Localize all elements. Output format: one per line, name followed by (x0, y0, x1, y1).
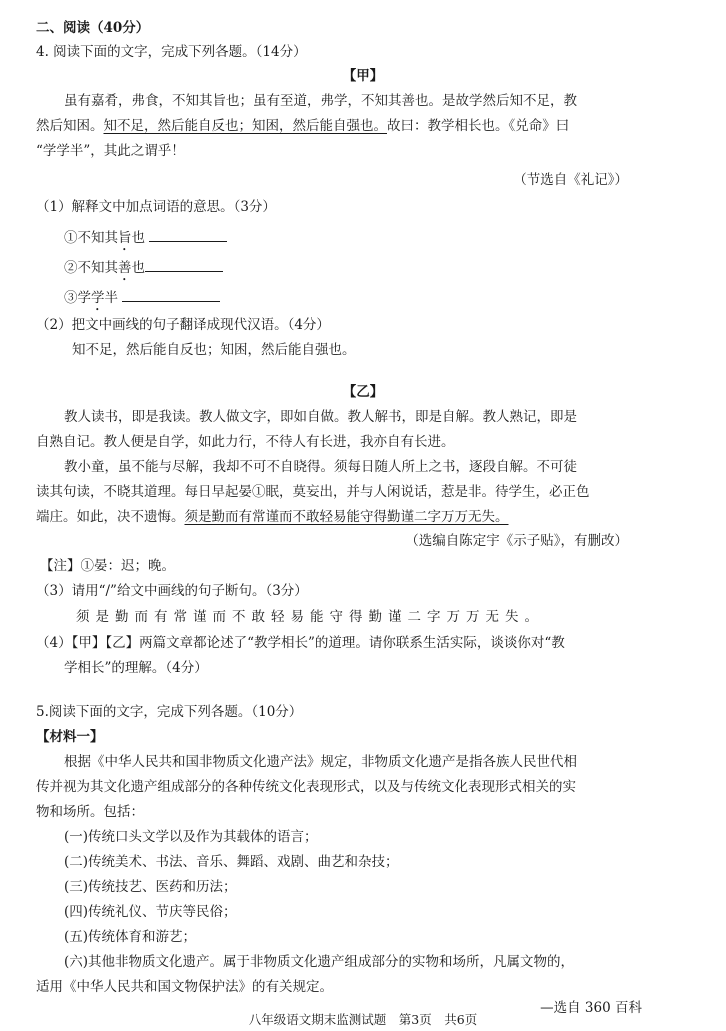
annotation-note: 【注】①晏：迟；晚。 (40, 558, 175, 574)
passage-jia-line-2: 然后知困。知不足，然后能自反也；知困，然后能自强也。故曰：教学相长也。《兑命》曰 (36, 118, 570, 134)
material-item-4: (四)传统礼仪、节庆等民俗； (64, 904, 237, 920)
sub-question-4-line-2: 学相长”的理解。（4分） (64, 660, 208, 676)
material-item-1: (一)传统口头文学以及作为其载体的语言； (64, 829, 318, 845)
passage-jia-line-3: “学学半”，其此之谓乎！ (36, 143, 185, 159)
material-1-line-2: 传并视为其文化遗产组成部分的各种传统文化表现形式，以及与传统文化表现形式相关的实 (36, 779, 576, 795)
passage-jia-heading: 【甲】 (342, 68, 384, 84)
answer-blank-2[interactable] (145, 257, 223, 272)
sub-question-2-title: （2）把文中画线的句子翻译成现代汉语。（4分） (36, 317, 330, 333)
passage-yi-line-2: 自熟自记。教人便是自学，如此力行，不待人有长进，我亦自有长进。 (36, 434, 455, 450)
underlined-sentence-yi: 须是勤而有常谨而不敢轻易能守得勤谨二字万万无失。 (184, 509, 509, 525)
passage-yi-heading: 【乙】 (342, 384, 384, 400)
answer-blank-3[interactable] (122, 287, 220, 302)
page-footer: 八年级语文期末监测试题 第3页 共6页 (248, 1012, 478, 1027)
material-item-6-line-1: (六)其他非物质文化遗产。属于非物质文化遗产组成部分的实物和场所，凡属文物的， (64, 954, 575, 970)
underlined-sentence-jia: 知不足，然后能自反也；知困，然后能自强也。 (103, 118, 387, 134)
passage-jia-line-1: 虽有嘉肴，弗食，不知其旨也；虽有至道，弗学，不知其善也。是故学然后知不足，教 (64, 93, 577, 109)
material-item-3: (三)传统技艺、医药和历法； (64, 879, 237, 895)
material-1-line-3: 物和场所。包括： (36, 804, 144, 820)
passage-jia-source: （节选自《礼记》） (513, 172, 628, 188)
sub-question-1-item-2: ②不知其善也 (64, 257, 223, 284)
material-1-line-1: 根据《中华人民共和国非物质文化遗产法》规定，非物质文化遗产是指各族人民世代相 (64, 754, 577, 770)
material-item-5: (五)传统体育和游艺； (64, 929, 197, 945)
material-1-source: —选自 360 百科 (540, 1000, 642, 1016)
sub-question-1-item-3: ③学学半 (64, 287, 220, 314)
material-item-6-line-2: 适用《中华人民共和国文物保护法》的有关规定。 (36, 979, 333, 995)
answer-blank-1[interactable] (149, 227, 227, 242)
sub-question-3-text: 须是勤而有常谨而不敢轻易能守得勤谨二字万万无失。 (76, 609, 544, 625)
passage-yi-line-1: 教人读书，即是我读。教人做文字，即如自做。教人解书，即是自解。教人熟记，即是 (64, 409, 577, 425)
passage-yi-line-5: 端庄。如此，决不遗悔。须是勤而有常谨而不敢轻易能守得勤谨二字万万无失。 (36, 509, 509, 525)
sub-question-4-line-1: （4）【甲】【乙】两篇文章都论述了“教学相长”的道理。请你联系生活实际，谈谈你对“教 (36, 635, 565, 651)
section-title: 二、阅读（40分） (36, 20, 150, 36)
question-4-title: 4. 阅读下面的文字，完成下列各题。（14分） (36, 44, 307, 60)
passage-yi-line-3: 教小童，虽不能与尽解，我却不可不自晓得。须每日随人所上之书，逐段自解。不可徒 (64, 459, 577, 475)
passage-yi-source: （选编自陈定宇《示子贴》，有删改） (405, 533, 628, 549)
question-5-title: 5.阅读下面的文字，完成下列各题。（10分） (36, 704, 303, 720)
sub-question-1-title: （1）解释文中加点词语的意思。（3分） (36, 199, 276, 215)
material-1-heading: 【材料一】 (36, 729, 104, 745)
sub-question-2-text: 知不足，然后能自反也；知困，然后能自强也。 (72, 342, 356, 358)
passage-yi-line-4: 读其句读，不晓其道理。每日早起晏①眠，莫妄出，并与人闲说话，惹是非。待学生，必正色 (36, 484, 590, 500)
sub-question-3-title: （3）请用“/”给文中画线的句子断句。（3分） (36, 583, 308, 599)
sub-question-1-item-1: ①不知其旨也 (64, 227, 227, 254)
material-item-2: (二)传统美术、书法、音乐、舞蹈、戏剧、曲艺和杂技； (64, 854, 399, 870)
